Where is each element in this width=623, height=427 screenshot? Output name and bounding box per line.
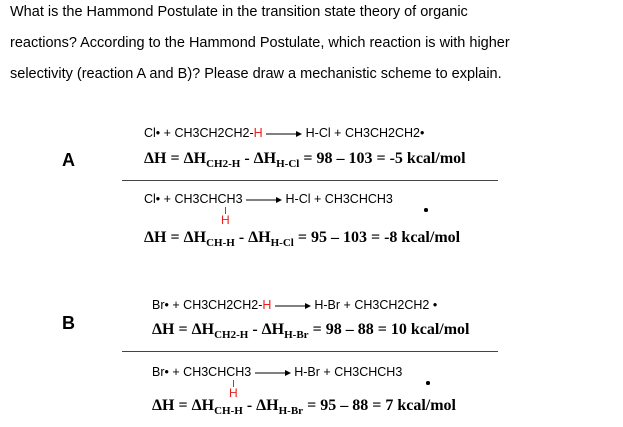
propane-secondary: CH3CHCH3 — [174, 192, 243, 206]
reaction-a-secondary-enthalpy: $\Delta H = \Delta H_{CH-H} - \Delta H_{H-Cl} = 95 - 103 = -8$ kcal/mol — [144, 229, 461, 249]
propane-primary: CH3CH2CH2-H — [183, 298, 272, 312]
propyl-radical: CH3CH2CH2 • — [354, 298, 438, 312]
hydrogen-bromide: H-Br — [294, 365, 320, 379]
question-line-1: What is the Hammond Postulate in the transition state theory of organic — [10, 4, 468, 20]
hydrogen-bromide: H-Br — [314, 298, 341, 312]
reaction-b-divider — [122, 351, 498, 352]
propane-secondary: CH3CHCH3 — [183, 365, 252, 379]
reaction-b-primary-scheme: Br• + CH3CH2CH2-H H-Br + CH3CH2CH2 • — [152, 298, 438, 312]
bromine-radical: Br• — [152, 298, 169, 312]
radical-dot-icon — [426, 381, 430, 385]
reaction-a-divider — [122, 180, 498, 181]
reaction-b-label: B — [62, 313, 75, 333]
radical-dot-icon — [424, 208, 428, 212]
reaction-arrow-icon — [255, 369, 291, 377]
question-line-2: reactions? According to the Hammond Postulate, which reaction is with higher — [10, 35, 510, 51]
reaction-b-secondary-scheme: Br• + CH3CHCH3 H-Br + CH3CHCH3 — [152, 365, 403, 379]
hydrogen-chloride: H-Cl — [285, 192, 311, 206]
secondary-hydrogen: H — [221, 213, 230, 227]
isopropyl-radical: CH3CHCH3 — [324, 192, 393, 206]
propane-primary: CH3CH2CH2-H — [174, 126, 263, 140]
propyl-radical: CH3CH2CH2• — [344, 126, 425, 140]
reaction-arrow-icon — [275, 302, 311, 310]
isopropyl-radical: CH3CHCH3 — [334, 365, 403, 379]
reaction-a-primary-scheme: Cl• + CH3CH2CH2-H H-Cl + CH3CH2CH2• — [144, 126, 425, 140]
chlorine-radical: Cl• — [144, 126, 161, 140]
question-line-3: selectivity (reaction A and B)? Please draw a mechanistic scheme to explain. — [10, 66, 502, 82]
reaction-b-primary-enthalpy: $\Delta H = \Delta H_{CH2-H} - \Delta H_{H-Br} = 98 - 88 = 10$ kcal/mol — [152, 321, 470, 341]
reaction-arrow-icon — [246, 196, 282, 204]
reaction-arrow-icon — [266, 130, 302, 138]
hydrogen-chloride: H-Cl — [305, 126, 331, 140]
chlorine-radical: Cl• — [144, 192, 161, 206]
secondary-hydrogen: H — [229, 386, 238, 400]
reaction-a-primary-enthalpy: $\Delta H = \Delta H_{CH2-H} - \Delta H_{H-Cl} = 98 - 103 = -5$ kcal/mol — [144, 150, 466, 170]
bromine-radical: Br• — [152, 365, 169, 379]
reaction-a-secondary-scheme: Cl• + CH3CHCH3 H-Cl + CH3CHCH3 — [144, 192, 393, 206]
reaction-b-secondary-enthalpy: $\Delta H = \Delta H_{CH-H} - \Delta H_{H-Br} = 95 - 88 = 7$ kcal/mol — [152, 397, 456, 417]
reaction-a-label: A — [62, 150, 75, 170]
